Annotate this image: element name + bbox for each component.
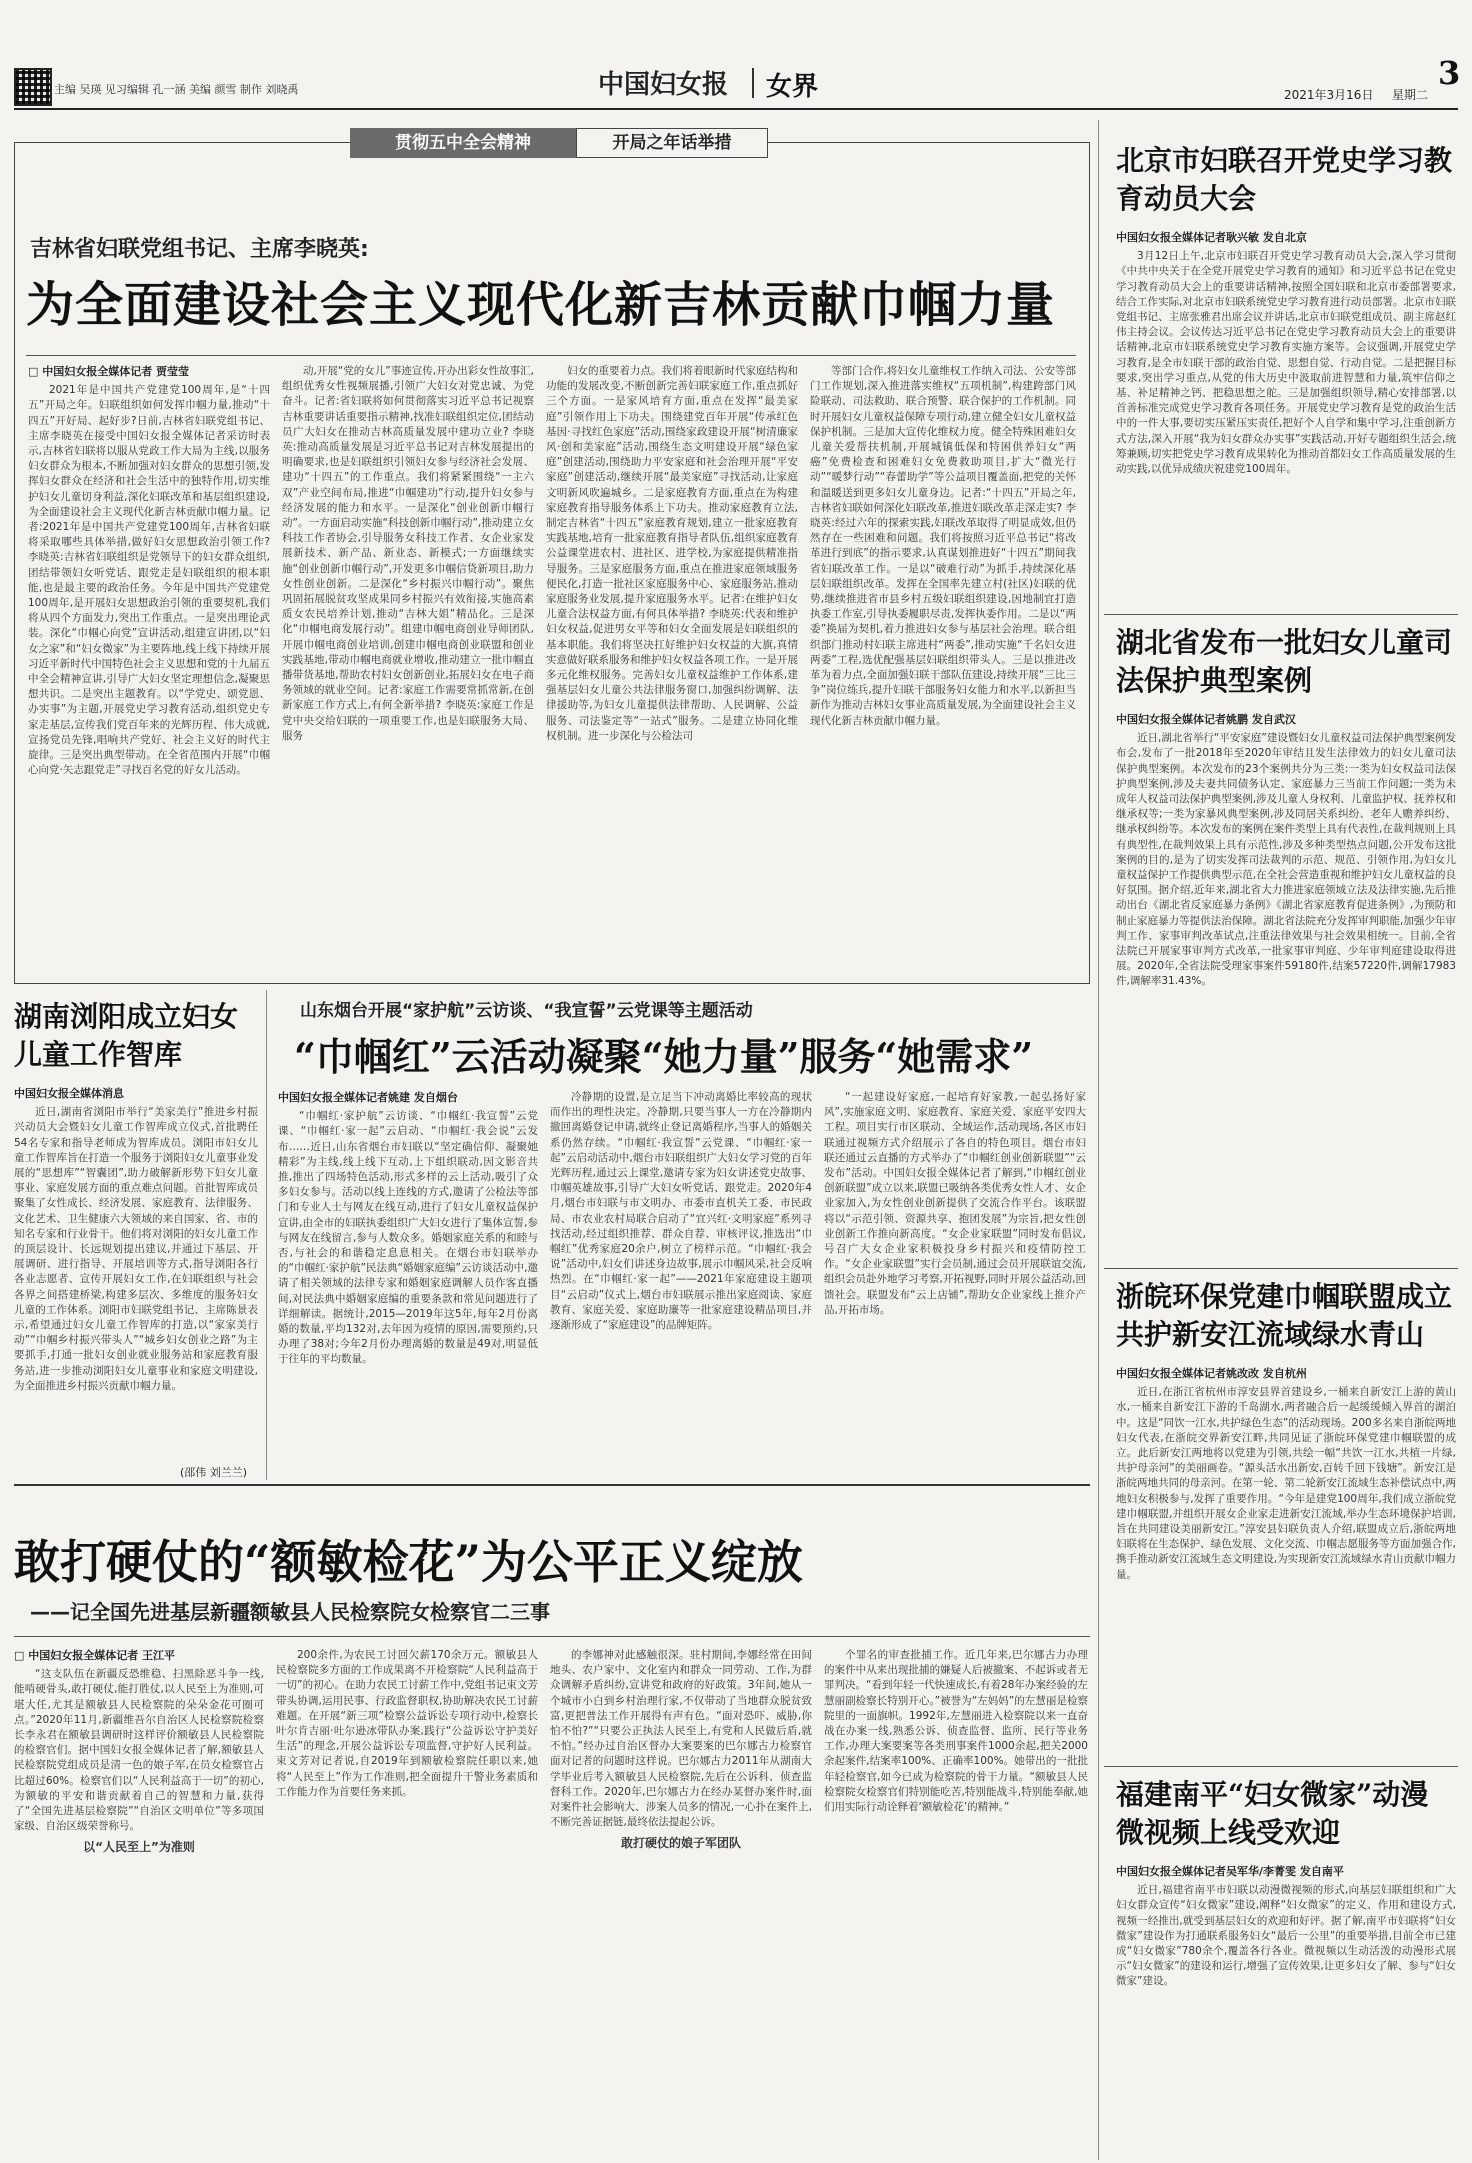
lead-byline: □ 中国妇女报全媒体记者 贾莹莹 bbox=[28, 365, 190, 378]
lead-col3-text: 妇女的重要着力点。我们将着眼新时代家庭结构和功能的发展改变,不断创新完善妇联家庭工作,重点抓好三个方面。一是家风培育方面,重点在发挥“最美家庭”引领作用上下功夫。围绕建党百年开展“传承红色基因·寻找红色家庭”活动,围绕家政建设开展“树清廉家风·创和美家庭”活动,围绕生态文明建设开展“绿色家庭”创建活动,围绕助力平安家庭和社会治理开展“平安家庭”创建活动,继续开展“最美家庭”寻找活动,让家庭文明新风吹遍城乡。二是家庭教育方面,重点在为构建家庭教育指导服务体系上下功夫。推动家庭教育立法,制定吉林省“十四五”家庭教育规划,建立一批家庭教育实践基地,培育一批家庭教育指导者队伍,组织家庭教育公益课堂进农村、进社区、进学校,为家庭提供精准指导服务。三是家庭服务方面,重点在推进家庭领域服务便民化,打造一批社区家庭服务中心、家庭服务站,推动家庭服务业发展,提升家庭服务水平。记者:在维护妇女儿童合法权益方面,有何具体举措? 李晓英:代表和维护妇女权益,促进男女平等和妇女全面发展是妇联组织的基本职能。我们将坚决扛好维护妇女权益的大旗,真情实意做好联系服务和维护妇女权益各项工作。一是开展多元化维权服务。完善妇女儿童权益维护工作体系,建强基层妇女儿童公共法律服务窗口,加强纠纷调解、法律援助等,为妇女儿童提供法律帮助、人民调解、公益服务、司法鉴定等“一站式”服务。二是建立协同化维权机制。进一步深化与公检法司 bbox=[546, 365, 798, 742]
lead-column-3 bbox=[546, 364, 798, 976]
lead-col4-text: 等部门合作,将妇女儿童维权工作纳入司法、公安等部门工作规划,深入推进落实维权“五项机制”,构建跨部门风险联动、司法救助、联合预警、联合保护的工作机制。同时开展妇女儿童权益保障专项行动,建立健全妇女儿童权益保护机制。三是加大宣传化维权力度。健全特殊困难妇女儿童关爱帮扶机制,开展城镇低保和特困供养妇女“两癌”免费检查和困难妇女免费救助项目,扩大“微光行动”“暖梦行动”“春蕾助学”等公益项目覆盖面,把党的关怀和温暖送到更多妇女儿童身边。记者:“十四五”开局之年,吉林省妇联如何深化妇联改革,推进妇联改革走深走实? 李晓英:经过六年的探索实践,妇联改革取得了明显成效,但仍然存在一些困难和问题。我们将按照习近平总书记“将改革进行到底”的指示要求,认真谋划推进好“十四五”期间我省妇联改革工作。一是以“破难行动”为抓手,持续深化基层妇联组织改革。发挥在全国率先建立村(社区)妇联的优势,继续推进省市县乡村五级妇联组织建设,因地制宜打造执委工作室,引导执委履职尽责,发挥执委作用。二是以“两委”换届为契机,着力推进妇女参与基层社会治理。联合组织部门推动村妇联主席进村“两委”,推动实施“千名妇女进两委”工程,选优配强基层妇联组织带头人。三是以推进改革为着力点,全面加强妇联干部队伍建设,持续开展“三比三争”岗位练兵,提升妇联干部服务妇女能力和水平,以新担当新作为推动吉林妇女事业高质量发展,为全面建设社会主义现代化新吉林贡献巾帼力量。 bbox=[810, 365, 1076, 727]
right-column-divider bbox=[1098, 120, 1099, 2160]
liuyang-text: 近日,湖南省浏阳市举行“美家美行”推进乡村振兴动员大会暨妇女儿童工作智库成立仪式,首批聘任54名专家和指导老师成为智库成员。浏阳市妇女儿童工作智库旨在打造一个服务于浏阳妇女儿童事业发展的“思想库”“智囊团”,助力破解新形势下妇女儿童事业、家庭发展方面的重点难点问题。首批智库成员聚集了女性成长、经济发展、家庭教育、法律服务、文化艺术、卫生健康六大领域的来自国家、省、市的知名专家和行业骨干。他们将对浏阳的妇女儿童工作的顶层设计、长远规划提出建议,并通过下基层、开展调研、进行指导、开展培训等方式,指导浏阳各行各业志愿者、宣传开展妇女工作,在妇联组织与社会各界之间搭建桥梁,构建多层次、多维度的服务妇女儿童的工作体系。浏阳市妇联党组书记、主席陈景表示,希望通过妇女儿童工作智库的打造,以“家家美行动”“巾帼乡村振兴带头人”“城乡妇女创业之路”为主要抓手,打通一批妇女创业就业服务站和家庭教育服务站,进一步推动浏阳妇女儿童事业和家庭文明建设,为全面推进乡村振兴贡献巾帼力量。 bbox=[14, 1106, 258, 1392]
lead-column-1 bbox=[28, 364, 270, 976]
prosecutor-col1-text: “这支队伍在新疆反恐维稳、扫黑除恶斗争一线,能啃硬骨头,敢打硬仗,能打胜仗,以人民至上为准则,可堪大任,尤其是额敏县人民检察院的朵朵金花可圈可点。”2020年11月,新疆维吾尔自治区人民检察院检察长李永君在额敏县调研时这样评价额敏县人民检察院的检察官们。据中国妇女报全媒体记者了解,额敏县人民检察院党组成员是清一色的娘子军,在员女检察官占比超过60%。检察官们以“人民利益高于一切”的初心,为额敏的平安和谐贡献着自己的智慧和力量,获得了“全国先进基层检察院”“自治区文明单位”等多项国家级、自治区级荣誉称号。 bbox=[14, 1668, 264, 1833]
prosecutor-column-1 bbox=[14, 1648, 264, 2158]
yantai-col1-text: “巾帼红·家护航”云访谈、“巾帼红·我宣誓”云党课、“巾帼红·家一起”云启动、“巾帼红·我会说”云发布……近日,山东省烟台市妇联以“坚定确信仰、凝聚她精彩”为主线,线上线下互动,上下组织联动,因文影音共推,推出了四场特色活动,形式多样的云上活动,吸引了众多妇女参与。活动以线上连线的方式,邀请了公检法等部门和专业人士与网友在线互动,进行了妇女儿童权益保护宣讲,由全市的妇联执委组织广大妇女进行了集体宣誓,参与网友在线留言,参与人数众多。婚姻家庭关系的和睦与否,与社会的和谐稳定息息相关。在烟台市妇联举办的“巾帼红·家护航”民法典“婚姻家庭编”云访谈活动中,邀请了相关领域的法律专家和婚姻家庭调解人员作客直播间,对民法典中婚姻家庭编的重要条款和常见问题进行了详细解读。据统计,2015—2019年这5年,每年2月份离婚的数量,平均132对,去年因为疫情的原因,需要预约,只办理了38对;今年2月份办理离婚的数量是49对,明显低于往年的平均数量。 bbox=[278, 1110, 538, 1366]
lead-kicker: 吉林省妇联党组书记、主席李晓英: bbox=[30, 237, 369, 262]
liuyang-byline: 中国妇女报全媒体消息 bbox=[14, 1087, 124, 1100]
page-number: 3 bbox=[1438, 54, 1461, 92]
xinan-rule bbox=[1104, 1766, 1458, 1767]
hubei-text: 近日,湖北省举行“平安家庭”建设暨妇女儿童权益司法保护典型案例发布会,发布了一批2018年至2020年审结且发生法律效力的妇女儿童司法保护典型案例。本次发布的23个案例共分为三类:一类为妇女权益司法保护典型案例,涉及夫妻共同债务认定、家庭暴力三当前工作问题;一类为未成年人权益司法保护典型案例,涉及儿童人身权利、儿童监护权、抚养权和继承权等;一类为家暴风典型案例,涉及同居关系纠纷、老年人赡养纠纷、继承权纠纷等。本次发布的案例在案件类型上具有代表性,在裁判规则上具有典型性,在裁判效果上具有示范性,涉及多种类型热点问题,公开发布这批案例的目的,是为了切实发挥司法裁判的示范、规范、引领作用,为妇女儿童权益保护工作提供典型示范,在全社会营造重视和维护妇女儿童权益的良好氛围。据介绍,近年来,湖北省大力推进家庭领域立法及法律实施,先后推动出台《湖北省反家庭暴力条例》《湖北省家庭教育促进条例》,为预防和制止家庭暴力等提供法治保障。湖北省法院充分发挥审判职能,加强少年审判工作、家事审判改革试点,注重法律效果与社会效果相统一。目前,全省法院已开展家事审判方式改革,一批家事审判庭、少年审判庭建设取得进展。2020年,全省法院受理家事案件59180件,结案57220件,调解17983件,调解率31.43%。 bbox=[1116, 732, 1456, 988]
xinan-headline: 浙皖环保党建巾帼联盟成立共护新安江流域绿水青山 bbox=[1116, 1280, 1453, 1351]
yantai-column-2 bbox=[550, 1090, 812, 1474]
yantai-col2-text: 冷静期的设置,是立足当下冲动离婚比率较高的现状而作出的理性决定。冷静期,只要当事人一方在冷静期内撤回离婚登记申请,就终止登记离婚程序,当事人的婚姻关系仍然存续。“巾帼红·我宣誓”云党课、“巾帼红·家一起”云启动活动中,烟台市妇联组织广大妇女学习党的百年光辉历程,通过云上课堂,邀请专家为妇女讲述党史故事、巾帼英雄故事,引导广大妇女听党话、跟党走。2020年4月,烟台市妇联与市文明办、市委市直机关工委、市民政局、市农业农村局联合启动了“宜兴红·文明家庭”系列寻找活动,经过组织推荐、群众自荐、审核评议,推选出“巾帼红”优秀家庭20余户,树立了榜样示范。“巾帼红·我会说”活动中,妇女们讲述身边故事,展示巾帼风采,社会反响热烈。在“巾帼红·家一起”——2021年家庭建设主题项目“云启动”仪式上,烟台市妇联展示推出家庭阅读、家庭教育、家庭关爱、家庭助廉等一批家庭建设精品项目,并逐渐形成了“家庭建设”的品牌矩阵。 bbox=[550, 1091, 812, 1332]
section-name: 女界 bbox=[766, 72, 819, 102]
yantai-kicker: 山东烟台开展“家护航”云访谈、“我宣誓”云党课等主题活动 bbox=[300, 1001, 753, 1021]
xinan-text: 近日,在浙江省杭州市淳安县界首建设乡,一桶来自新安江上游的黄山水,一桶来自新安江下游的千岛湖水,两者融合后一起缓缓倾入界首的湖泊中。这是“同饮一江水,共护绿色生态”的活动现场。200多名来自浙皖两地妇女代表,在浙皖交界新安江畔,共同见证了浙皖环保党建巾帼联盟的成立。此后新安江两地将以党建为引领,共绘一幅“共饮一江水,共植一片绿,共护母亲河”的美丽画卷。“源头活水出新安,百转千回下钱塘”。新安江是浙皖两地共同的母亲河。在第一轮、第二轮新安江流域生态补偿试点中,两地妇女积极参与,发挥了重要作用。“今年是建党100周年,我们成立浙皖党建巾帼联盟,并组织开展女企业家走进新安江流域,举办生态环境保护培训,旨在共同建设美丽新安江。”淳安县妇联负责人介绍,联盟成立后,浙皖两地妇联将在生态保护、绿色发展、文化交流、巾帼志愿服务等方面加强合作,携手推动新安江流域生态文明建设,为实现新安江流域绿水青山贡献巾帼力量。 bbox=[1116, 1386, 1456, 1581]
prosecutor-subtitle-2: 敢打硬仗的娘子军团队 bbox=[620, 1836, 741, 1851]
liuyang-credit: (邵伟 刘兰兰) bbox=[180, 1466, 248, 1479]
yantai-col3-text: “一起建设好家庭,一起培育好家教,一起弘扬好家风”,实施家庭文明、家庭教育、家庭关爱、家庭平安四大工程。项目实行市区联动、全域运作,活动现场,各区市妇联通过视频方式介绍展示了各自的特色项目。烟台市妇联还通过云直播的方式举办了“巾帼红创业创新联盟”“云发布”活动。中国妇女报全媒体记者了解到,“巾帼红创业创新联盟”成立以来,联盟已吸纳各类优秀女性人才、女企业家加入,为女性创业创新提供了交流合作平台。该联盟将以“示范引领、资源共享、抱团发展”为宗旨,把女性创业创新工作推向新高度。“女企业家联盟”同时发布倡议,号召广大女企业家积极投身乡村振兴和疫情防控工作。“女企业家联盟”实行会员制,通过会员开展联谊交流,组织会员赴外地学习考察,开拓视野,同时开展公益活动,回馈社会。联盟发布“云上店铺”,帮助女企业家线上推介产品,开拓市场。 bbox=[824, 1091, 1086, 1316]
staff-credits: 主编 吴瑛 见习编辑 孔一涵 美编 颜雪 制作 刘晓禹 bbox=[54, 83, 299, 96]
xinan-byline: 中国妇女报全媒体记者姚改改 发自杭州 bbox=[1116, 1367, 1307, 1380]
issue-date: 2021年3月16日 bbox=[1284, 88, 1374, 102]
yantai-column-3 bbox=[824, 1090, 1086, 1474]
banner-left: 贯彻五中全会精神 bbox=[350, 128, 576, 158]
lead-col1-text: 2021年是中国共产党建党100周年,是“十四五”开局之年。妇联组织如何发挥巾帼力量,推动“十四五”开好局、起好步?日前,吉林省妇联党组书记、主席李晓英在接受中国妇女报全媒体记者采访时表示,吉林省妇联将以服从党政工作大局为主线,以服务妇女群众为根本,不断加强对妇女群众的思想引领,发挥妇女群众在经济和社会生活中的独特作用,切实维护妇女儿童切身利益,深化妇联改革和基层组织建设,为全面建设社会主义现代化新吉林贡献巾帼力量。记者:2021年是中国共产党建党100周年,吉林省妇联将采取哪些具体举措,做好妇女思想政治引领工作? 李晓英:吉林省妇联组织是党领导下的妇女群众组织,团结带领妇女听党话、跟党走是妇联组织的根本职能,也是最主要的政治任务。今年是中国共产党建党100周年,是开展妇女思想政治引领的重要契机,我们将从四个方面发力,突出工作重点。一是突出理论武装。深化“巾帼心向党”宣讲活动,组建宣讲团,以“妇女之家”和“妇女微家”为主要阵地,线上线下持续开展习近平新时代中国特色社会主义思想和党的十九届五中全会精神宣讲,引导广大妇女坚定理想信念,凝聚思想共识。二是突出主题教育。以“学党史、颂党恩、办实事”为主题,开展党史学习教育活动,组织党史专家走基层,宣传我们党百年来的光辉历程、伟大成就,宣扬党员先锋,唱响共产党好、社会主义好的时代主旋律。三是突出典型带动。在全省范围内开展“巾帼心向党·矢志跟党走”寻找百名党的好女儿活动。 bbox=[28, 384, 270, 777]
lead-headline-rule bbox=[26, 355, 1076, 356]
hubei-story bbox=[1116, 712, 1456, 1260]
liuyang-divider bbox=[266, 990, 267, 1480]
beijing-story bbox=[1116, 230, 1456, 606]
masthead-rule bbox=[14, 108, 1458, 110]
qr-code bbox=[14, 68, 52, 106]
xinan-story bbox=[1116, 1366, 1456, 1758]
lead-column-2 bbox=[282, 364, 534, 976]
lead-headline: 为全面建设社会主义现代化新吉林贡献巾帼力量 bbox=[26, 277, 1056, 333]
prosecutor-col2-text: 200余件,为农民工讨回欠薪170余万元。额敏县人民检察院多方面的工作成果离不开检察院“人民利益高于一切”的初心。在助力农民工讨薪工作中,党组书记束文芳带头协调,运用民事、行政监督职权,协助解决农民工讨薪难题。在开展“新三项”检察公益诉讼专项行动中,检察长叶尔肯吉丽·吐尔逊冰带队办案,践行“公益诉讼守护美好生活”的理念,开展公益诉讼专项监督,守护好人民利益。束文芳对记者说,自2019年到额敏检察院任职以来,她将“人民至上”作为工作准则,把全面提升干警业务素质和工作能力作为首要任务来抓。 bbox=[276, 1649, 538, 1798]
yantai-headline: “巾帼红”云活动凝聚“她力量”服务“她需求” bbox=[294, 1034, 1034, 1079]
liuyang-story bbox=[14, 1086, 258, 1460]
newspaper-logo: 中国妇女报 bbox=[598, 70, 729, 100]
beijing-byline: 中国妇女报全媒体记者耿兴敏 发自北京 bbox=[1116, 231, 1307, 244]
yantai-bottom-rule bbox=[14, 1484, 1090, 1486]
beijing-text: 3月12日上午,北京市妇联召开党史学习教育动员大会,深入学习贯彻《中共中央关于在全党开展党史学习教育的通知》和习近平总书记在党史学习教育动员大会上的重要讲话精神,按照全国妇联和北京市委部署要求,结合工作实际,对北京市妇联系统党史学习教育进行动员部署。北京市妇联党组书记、主席张雅君出席会议并讲话,北京市妇联党组成员、副主席赵红伟主持会议。会议传达习近平总书记在党史学习教育动员大会上的重要讲话精神,北京市妇联系统党史学习教育实施方案等。会议强调,开展党史学习教育,是全市妇联干部的政治自觉、思想自觉、行动自觉。二是把握目标要求,突出学习重点,从党的伟大历史中汲取前进智慧和力量,筑牢信仰之基、补足精神之钙、把稳思想之舵。三是加强组织领导,精心安排部署,以首善标准完成党史学习教育各项任务。开展党史学习教育是党的政治生活中的一件大事,要切实压紧压实责任,把好个人自学和集中学习,注重创新方式方法,深入开展“我为妇女群众办实事”实践活动,开好专题组织生活会,统筹兼顾,切实把党史学习教育成果转化为推动首都妇女工作高质量发展的生动实践,以优异成绩庆祝建党100周年。 bbox=[1116, 250, 1456, 476]
prosecutor-column-2 bbox=[276, 1648, 538, 2158]
hubei-rule bbox=[1104, 1268, 1458, 1269]
liuyang-headline: 湖南浏阳成立妇女儿童工作智库 bbox=[14, 1000, 239, 1071]
prosecutor-byline: □ 中国妇女报全媒体记者 王江平 bbox=[14, 1649, 176, 1662]
nanping-headline: 福建南平“妇女微家”动漫微视频上线受欢迎 bbox=[1116, 1778, 1429, 1849]
hubei-headline: 湖北省发布一批妇女儿童司法保护典型案例 bbox=[1116, 626, 1453, 697]
banner-right: 开局之年话举措 bbox=[576, 128, 768, 158]
yantai-byline: 中国妇女报全媒体记者姚建 发自烟台 bbox=[278, 1091, 458, 1104]
weekday: 星期二 bbox=[1392, 88, 1429, 102]
prosecutor-column-3 bbox=[550, 1648, 812, 2158]
hubei-byline: 中国妇女报全媒体记者姚鹏 发自武汉 bbox=[1116, 713, 1296, 726]
nanping-byline: 中国妇女报全媒体记者吴军华/李菁雯 发自南平 bbox=[1116, 1865, 1344, 1878]
beijing-rule bbox=[1104, 614, 1458, 615]
prosecutor-headline-rule bbox=[14, 1636, 1090, 1637]
lead-column-4 bbox=[810, 364, 1076, 976]
logo-divider bbox=[752, 68, 754, 98]
lead-col2-text: 动,开展“党的女儿”事迹宣传,开办出彩女性故事汇,组织优秀女性视频展播,引领广大妇女对党忠诚、为党奋斗。记者:省妇联将如何贯彻落实习近平总书记视察吉林重要讲话重要指示精神,找准妇联组织定位,团结动员广大妇女在推动吉林高质量发展中建功立业? 李晓英:推动高质量发展是习近平总书记对吉林发展提出的明确要求,也是妇联组织引领妇女参与经济社会发展、建功“十四五”的工作重点。我们将紧紧围绕“一主六双”产业空间布局,推进“巾帼建功”行动,提升妇女参与经济发展的能力和水平。一是深化“创业创新巾帼行动”。一方面启动实施“科技创新巾帼行动”,推动建立女科技工作者协会,引导服务女科技工作者、女企业家发展新技术、新产品、新业态、新模式;一方面继续实施“创业创新巾帼行动”,开发更多巾帼信贷新项目,助力女性创业创新。二是深化“乡村振兴巾帼行动”。聚焦巩固拓展脱贫攻坚成果同乡村振兴有效衔接,实施高素质女农民培养计划,推动“吉林大姐”精品化。三是深化“巾帼电商发展行动”。组建巾帼电商创业导师团队,开展巾帼电商创业培训,创建巾帼电商创业联盟和创业实践基地,带动巾帼电商就业增收,推动建立一批巾帼直播带货基地,帮助农村妇女创新创业,拓展妇女在电子商务领域的就业空间。记者:家庭工作需要常抓常新,在创新家庭工作方式上,有何全新举措? 李晓英:家庭工作是党中央交给妇联的一项重要工作,也是妇联服务大局、服务 bbox=[282, 365, 534, 742]
prosecutor-col4-text: 个罪名的审查批捕工作。近几年来,巴尔娜古力办理的案件中从来出现批捕的嫌疑人后被撤案、不起诉或者无罪判决。“看到年轻一代快速成长,有着28年办案经验的左慧丽副检察长特别开心。”被誉为“左妈妈”的左慧丽是检察院里的一面旗帜。1992年,左慧丽进入检察院以来一直奋战在办案一线,熟悉公诉、侦查监督、监所、民行等业务工作,办理大案要案等各类刑事案件1000余起,把关2000余起案件,结案率100%、正确率100%。她带出的一批批年轻检察官,如今已成为检察院的骨干力量。“额敏县人民检察院女检察官们特别能吃苦,特别能战斗,特别能奉献,她们用实际行动诠释着‘额敏检花’的精神。” bbox=[824, 1649, 1088, 1814]
nanping-story bbox=[1116, 1864, 1456, 2154]
yantai-column-1 bbox=[278, 1090, 538, 1474]
nanping-text: 近日,福建省南平市妇联以动漫微视频的形式,向基层妇联组织和广大妇女群众宣传“妇女微家”建设,阐释“妇女微家”的定义、作用和建设方式,视频一经推出,就受到基层妇女的欢迎和好评。据了解,南平市妇联将“妇女微家”建设作为打通联系服务妇女“最后一公里”的重要举措,目前全市已建成“妇女微家”780余个,覆盖各行各业。微视频以生动活泼的动漫形式展示“妇女微家”的建设和运行,增强了宣传效果,让更多妇女了解、参与“妇女微家”建设。 bbox=[1116, 1884, 1456, 1988]
prosecutor-headline: 敢打硬仗的“额敏检花”为公平正义绽放 bbox=[14, 1535, 803, 1589]
prosecutor-subtitle-1: 以“人民至上”为准则 bbox=[83, 1840, 195, 1855]
prosecutor-col3-text: 的李娜神对此感触很深。驻村期间,李娜经常在田间地头、农户家中、文化室内和群众一同劳动、工作,为群众调解矛盾纠纷,宣讲党和政府的好政策。3年间,她从一个城市小白到乡村治理行家,不仅带动了当地群众脱贫致富,更把普法工作开展得有声有色。“面对恐吓、威胁,你怕不怕?”“只要公正执法人民至上,有党和人民做后盾,就不怕。”经办过自治区督办大案要案的巴尔娜古力检察官面对记者的问题时这样说。巴尔娜古力2011年从湖南大学毕业后考入额敏县人民检察院,先后在公诉科、侦查监督科工作。2020年,巴尔娜古力在经办某督办案件时,面对案件社会影响大、涉案人员多的情况,一心扑在案件上,不断完善证据链,最终依法提起公诉。 bbox=[550, 1649, 812, 1829]
prosecutor-subhead: ——记全国先进基层新疆额敏县人民检察院女检察官二三事 bbox=[30, 1600, 550, 1624]
beijing-headline: 北京市妇联召开党史学习教育动员大会 bbox=[1116, 144, 1453, 215]
prosecutor-column-4 bbox=[824, 1648, 1088, 2158]
